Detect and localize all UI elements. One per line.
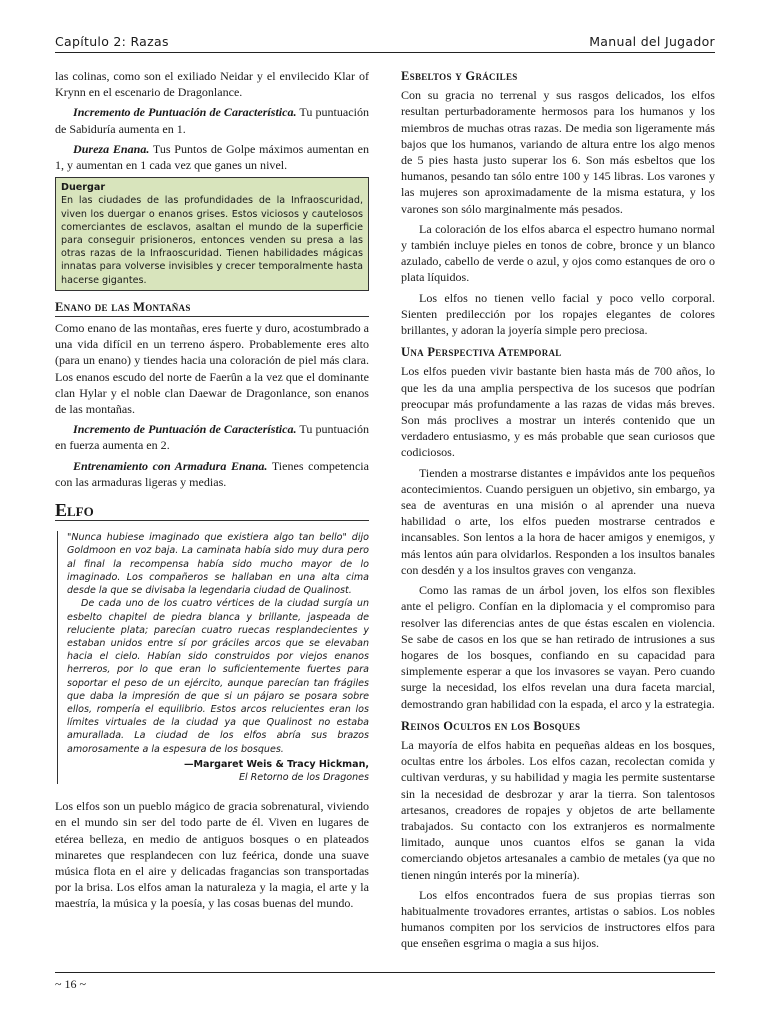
quote-book: El Retorno de los Dragones (238, 771, 369, 783)
paragraph: La mayoría de elfos habita en pequeñas aldeas en los bosques, ocultas entre los árboles. Los elfos cazan, recolectan comida y cultivan verduras, y su habilidad y magia les permite sustentarse sin la necesidad de desbrozar y arar la tierra. Son talentosos artesanos, creadores de ropajes y objetos de arte bellamente trabajados. Su contacto con los extranjeros es normalmente limitado, aunque unos cuantos elfos se ganan la vida comerciando objetos artesanales a cambio de metales (ya que no tienen ningún interés por la minería). (401, 737, 715, 882)
paragraph: Los elfos encontrados fuera de sus propias tierras son habitualmente trovadores errantes, artistas o sabios. Los nobles humanos compiten por los servicios de instructores elfos para que enseñen esgrima o magia a sus hijos. (401, 887, 715, 951)
paragraph: La coloración de los elfos abarca el espectro humano normal y también incluye pieles en tonos de cobre, bronce y un blanco azulado, cabello de verde o azul, y ojos como estanques de oro o plata líquidos. (401, 221, 715, 285)
paragraph: Los elfos pueden vivir bastante bien hasta más de 700 años, lo que les da una amplia perspectiva de los sucesos que podrían preocupar más profundamente a las razas de vidas más breves. Son más proclives a mostrar un interés contenido que un verdadero entusiasmo, y es más probable que sean curiosos que codiciosos. (401, 364, 715, 460)
sidebar-title: Duergar (61, 182, 106, 194)
page-number: ~ 16 ~ (55, 977, 86, 991)
paragraph: las colinas, como son el exiliado Neidar y el envilecido Klar of Krynn en el escenario de Dragonlance. (55, 69, 369, 100)
trait-paragraph (55, 141, 369, 173)
trait-name: Incremento de Puntuación de Característica. (73, 422, 297, 437)
sidebar-text: En las ciudades de las profundidades de la Infraoscuridad, viven los duergar o enanos grises. Estos viciosos y cautelosos comerciantes de esclavos, asaltan el mundo de la superficie para conseguir prisioneros, entonces venden su presa a las otras razas de la Infraoscuridad. Tienen habilidades mágicas innatas para volverse invisibles y crecer temporalmente hasta hacerse gigantes. (61, 195, 363, 286)
book-title: Manual del Jugador (589, 34, 715, 49)
paragraph: Los elfos son un pueblo mágico de gracia sobrenatural, viviendo en el mundo sin ser del todo parte de él. Viven en lugares de etérea belleza, en medio de antiguos bosques o en plateados minaretes que resplandecen con luz feérica, donde una suave música flota en el aire y delicadas fragancias son transportadas por la brisa. Los elfos aman la naturaleza y la magia, el arte y la maestría, la música y la poesía, y las cosas buenas del mundo. (55, 799, 369, 911)
chapter-title: Capítulo 2: Razas (55, 34, 169, 49)
left-column (55, 68, 369, 916)
trait-paragraph (55, 421, 369, 453)
trait-paragraph (55, 458, 369, 490)
section-heading: Una Perspectiva Atemporal (401, 345, 562, 360)
trait-text: Tus Puntos de Golpe máximos aumentan en 1, y aumentan en 1 cada vez que ganes un nivel. (55, 141, 370, 173)
quote-author: —Margaret Weis & Tracy Hickman, (183, 758, 369, 770)
paragraph: Como las ramas de un árbol joven, los elfos son flexibles ante el peligro. Confían en la diplomacia y el compromiso para resolver las diferencias antes de que éstas escalen en violencia. Se sabe de casos en los que se han retirado de intrusiones a sus hogares de los bosques, confiando en su capacidad para simplemente esperar a que los invasores se vayan. Pero cuando surge la necesidad, los elfos revelan una dura faceta marcial, demostrando gran habilidad con la espada, el arco y la estrategia. (401, 583, 715, 711)
trait-name: Dureza Enana. (73, 141, 150, 156)
trait-paragraph (55, 104, 369, 136)
trait-text: Tienes competencia con las armaduras ligeras y medias. (55, 458, 369, 489)
duergar-sidebar (55, 177, 369, 291)
quote-paragraph: "Nunca hubiese imaginado que existiera algo tan bello" dijo Goldmoon en voz baja. La caminata había sido muy dura pero al final la recompensa había sido mucho mayor de lo imaginado. Los compañeros se hallaban en una alta cima desde la que se divisaba la legendaria ciudad de Qualinost. (67, 532, 369, 597)
right-column (401, 68, 715, 956)
paragraph: Los elfos no tienen vello facial y poco vello corporal. Sienten predilección por los ropajes elegantes de colores brillantes, y adoran la joyería simple pero preciosa. (401, 290, 715, 338)
paragraph: Como enano de las montañas, eres fuerte y duro, acostumbrado a una vida difícil en un terreno áspero. Probablemente eres alto (para un enano) y tiendes hacia una coloración de piel más clara. Los enanos escudo del norte de Faerûn a la vez que el dominante clan Hylar y el noble clan Daewar de Dragonlance, son enanos de las montañas. (55, 321, 369, 417)
trait-text: Tu puntuación en fuerza aumenta en 2. (55, 422, 370, 453)
paragraph: Tienden a mostrarse distantes e impávidos ante los pequeños acontecimientos. Cuando persiguen un objetivo, sin embargo, ya sea de aventuras en una misión o al aprender una nueva habilidad o arte, los elfos pueden mostrarse centrados e incansables. Son lentos a la hora de hacer amigos y enemigos, y más lentos aún para olvidarlos. Responden a los insultos banales con desdén y a los insultos graves con venganza. (401, 465, 715, 577)
elf-title: Elfo (55, 502, 369, 521)
epigraph-quote (57, 531, 369, 784)
paragraph: Con su gracia no terrenal y sus rasgos delicados, los elfos resultan perturbadoramente hermosos para los humanos y los miembros de muchas otras razas. De media son ligeramente más bajos que los humanos, variando de altura entre los algo menos de 5 pies hasta justo superar los 6. Son más esbeltos que los humanos, pesando tan sólo entre 100 y 145 libras. Los varones y las mujeres son aproximadamente de la misma estatura, y los varones son sólo marginalmente más pesados. (401, 88, 715, 216)
section-heading: Enano de las Montañas (55, 299, 369, 317)
trait-name: Incremento de Puntuación de Característica. (73, 105, 297, 120)
quote-paragraph: De cada uno de los cuatro vértices de la ciudad surgía un esbelto chapitel de piedra blanca y brillante, jaspeada de reluciente plata; parecían cuatro ruecas resplandecientes y estaban unidos entre sí por gráciles arcos que se elevaban hacia el cielo. Habían sido construidos por viejos enanos herreros, por lo que eran lo suficientemente fuertes para soportar el peso de un ejército, aunque parecían tan frágiles que daba la impresión de que si un pájaro se posara sobre ellos, rompería el equilibrio. Estos arcos relucientes eran los límites virtuales de la ciudad ya que Qualinost no estaba amurallada. La ciudad de los elfos abría sus brazos amorosamente a la espesura de los bosques. (67, 598, 369, 755)
page-header (55, 34, 715, 53)
trait-name: Entrenamiento con Armadura Enana. (73, 458, 268, 473)
section-heading: Esbeltos y Gráciles (401, 69, 518, 83)
trait-text: Tu puntuación de Sabiduría aumenta en 1. (55, 105, 370, 136)
page-footer (55, 972, 715, 992)
section-heading: Reinos Ocultos en los Bosques (401, 718, 581, 733)
